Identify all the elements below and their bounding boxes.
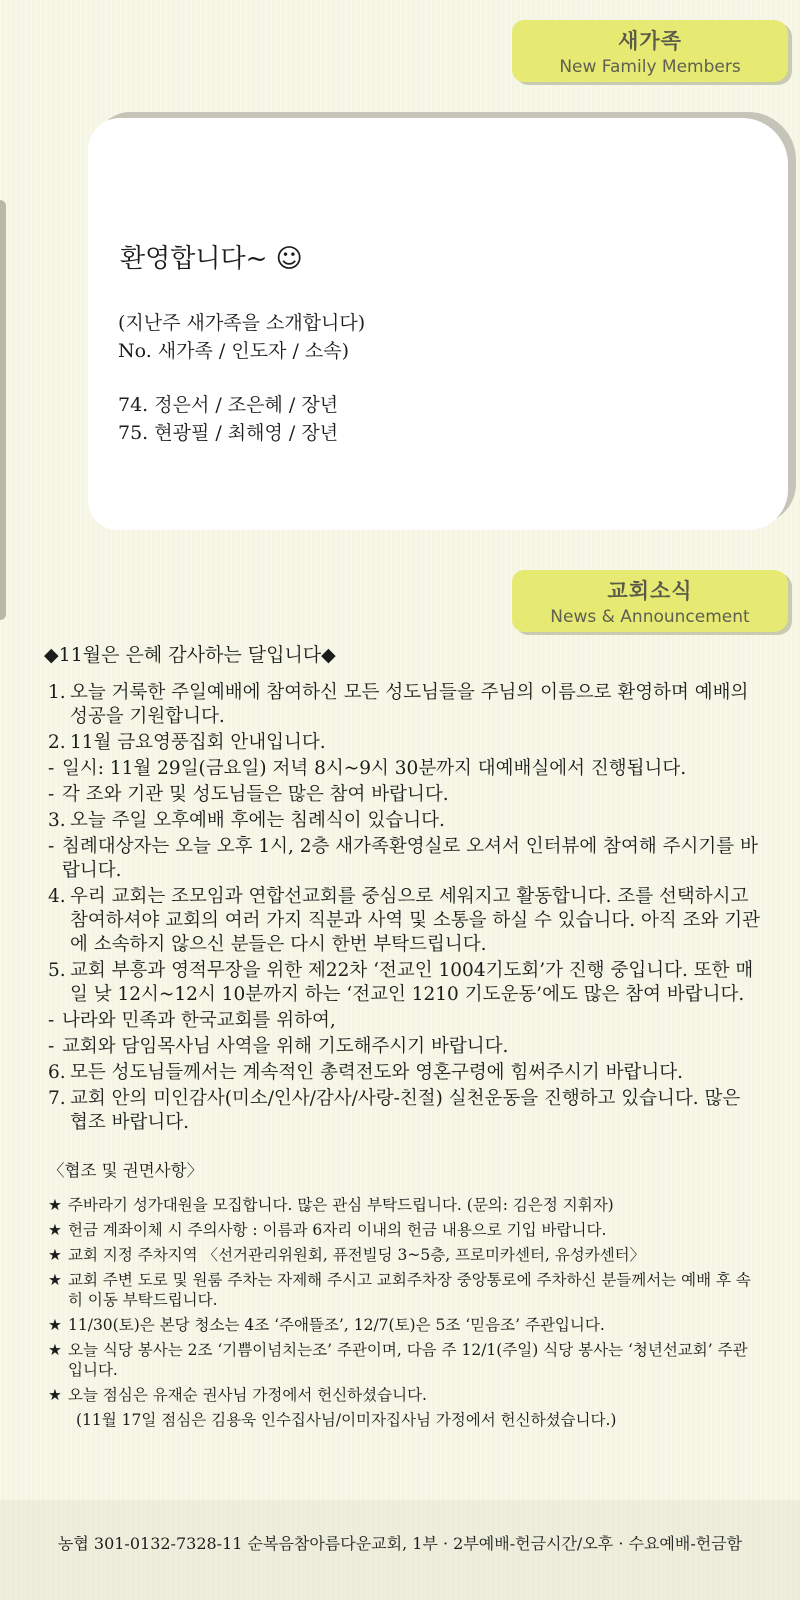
item-marker: 6.	[48, 1062, 66, 1083]
tab-title-ko: 새가족	[618, 29, 682, 53]
item-text: 11월 금요영풍집회 안내입니다.	[70, 732, 326, 753]
tab-title-en: News & Announcement	[550, 607, 750, 627]
star-icon: ★	[48, 1386, 62, 1404]
item-marker: -	[48, 1010, 55, 1031]
tab-title-en: New Family Members	[559, 57, 741, 77]
item-text: 모든 성도님들께서는 계속적인 총력전도와 영혼구령에 힘써주시기 바랍니다.	[70, 1062, 684, 1083]
section-tab-news	[512, 570, 788, 632]
item-text: 오늘 점심은 유재순 권사님 가정에서 헌신하셨습니다.	[68, 1386, 427, 1404]
news-item	[40, 809, 760, 833]
star-icon: ★	[48, 1196, 62, 1214]
item-text: 우리 교회는 조모임과 연합선교회를 중심으로 세워지고 활동합니다. 조를 선택하시고 참여하셔야 교회의 여러 가지 직분과 사역 및 소통을 하실 수 있습니다. 아직 조와 기관에 소속하지 않으신 분들은 다시 한번 부탁드립니다.	[70, 886, 760, 955]
item-marker: 3.	[48, 810, 66, 831]
cooperation-item	[40, 1195, 760, 1215]
item-text: 침례대상자는 오늘 오후 1시, 2층 새가족환영실로 오셔서 인터뷰에 참여해 주시기를 바랍니다.	[62, 836, 758, 881]
cooperation-note: (11월 17일 점심은 김용욱 인수집사님/이미자집사님 가정에서 헌신하셨습니다.)	[76, 1411, 617, 1429]
item-marker: 7.	[48, 1088, 66, 1109]
news-item	[40, 1061, 760, 1085]
cooperation-item	[40, 1385, 760, 1405]
item-text: 오늘 식당 봉사는 2조 ‘기쁨이넘치는조’ 주관이며, 다음 주 12/1(주일) 식당 봉사는 ‘청년선교회’ 주관입니다.	[68, 1341, 748, 1379]
news-subitem	[40, 1009, 760, 1033]
item-text: 일시: 11월 29일(금요일) 저녁 8시~9시 30분까지 대예배실에서 진행됩니다.	[62, 758, 687, 779]
new-family-card	[88, 118, 788, 530]
item-marker: 1.	[48, 682, 66, 703]
item-text: 주바라기 성가대원을 모집합니다. 많은 관심 부탁드립니다. (문의: 김은정 지휘자)	[68, 1196, 614, 1214]
star-icon: ★	[48, 1221, 62, 1239]
item-text: 각 조와 기관 및 성도님들은 많은 참여 바랍니다.	[62, 784, 449, 805]
item-marker: -	[48, 784, 55, 805]
item-marker: -	[48, 758, 55, 779]
news-subitem	[40, 783, 760, 807]
news-item	[40, 959, 760, 1007]
news-subitem	[40, 1035, 760, 1059]
news-item	[40, 885, 760, 957]
cooperation-item	[40, 1270, 760, 1310]
item-text: 교회 주변 도로 및 원룸 주차는 자제해 주시고 교회주차장 중앙통로에 주차하신 분들께서는 예배 후 속히 이동 부탁드립니다.	[68, 1271, 751, 1309]
item-text: 교회 안의 미인감사(미소/인사/감사/사랑-친절) 실천운동을 진행하고 있습니다. 많은 협조 바랍니다.	[70, 1088, 741, 1133]
member-list-header: No. 새가족 / 인도자 / 소속)	[118, 340, 350, 362]
item-text: 나라와 민족과 한국교회를 위하여,	[62, 1010, 336, 1031]
star-icon: ★	[48, 1271, 62, 1289]
member-item: 75. 현광필 / 최해영 / 장년	[118, 422, 339, 444]
item-marker: 5.	[48, 960, 66, 981]
tab-title-ko: 교회소식	[607, 579, 693, 603]
news-list	[40, 681, 760, 1135]
news-item	[40, 731, 760, 755]
star-icon: ★	[48, 1316, 62, 1334]
news-section	[40, 640, 760, 1430]
item-marker: -	[48, 836, 55, 857]
item-marker: 4.	[48, 886, 66, 907]
cooperation-item	[40, 1315, 760, 1335]
offering-account-footer: 농협 301-0132-7328-11 순복음참아름다운교회, 1부 · 2부예배-헌금시간/오후 · 수요예배-헌금함	[57, 1534, 743, 1553]
star-icon: ★	[48, 1341, 62, 1359]
cooperation-subheading: 〈협조 및 권면사항〉	[48, 1161, 204, 1180]
item-text: 11/30(토)은 본당 청소는 4조 ‘주애뜰조’, 12/7(토)은 5조 ‘믿음조’ 주관입니다.	[68, 1316, 605, 1334]
cooperation-item	[40, 1340, 760, 1380]
intro-text: (지난주 새가족을 소개합니다)	[118, 312, 366, 334]
item-text: 교회 지정 주차지역 〈선거관리위원회, 퓨전빌딩 3~5층, 프로미카센터, 유성카센터〉	[68, 1246, 646, 1264]
page-edge	[0, 200, 6, 620]
item-marker: 2.	[48, 732, 66, 753]
news-item	[40, 681, 760, 729]
cooperation-item	[40, 1245, 760, 1265]
item-text: 교회와 담임목사님 사역을 위해 기도해주시기 바랍니다.	[62, 1036, 509, 1057]
welcome-text: 환영합니다~ ☺	[120, 244, 303, 274]
news-item	[40, 1087, 760, 1135]
member-item: 74. 정은서 / 조은혜 / 장년	[118, 394, 339, 416]
star-icon: ★	[48, 1246, 62, 1264]
item-text: 헌금 계좌이체 시 주의사항 : 이름과 6자리 이내의 헌금 내용으로 기입 바랍니다.	[68, 1221, 607, 1239]
item-text: 교회 부흥과 영적무장을 위한 제22차 ‘전교인 1004기도회’가 진행 중입니다. 또한 매일 낮 12시~12시 10분까지 하는 ‘전교인 1210 기도운동’에도 많은 참여 바랍니다.	[70, 960, 754, 1005]
news-subitem	[40, 757, 760, 781]
news-headline: ◆11월은 은혜 감사하는 달입니다◆	[44, 644, 336, 666]
item-text: 오늘 주일 오후예배 후에는 침례식이 있습니다.	[70, 810, 445, 831]
section-tab-new-family	[512, 20, 788, 82]
cooperation-item	[40, 1220, 760, 1240]
item-text: 오늘 거룩한 주일예배에 참여하신 모든 성도님들을 주님의 이름으로 환영하며 예배의 성공을 기원합니다.	[70, 682, 749, 727]
item-marker: -	[48, 1036, 55, 1057]
news-subitem	[40, 835, 760, 883]
cooperation-list	[40, 1195, 760, 1430]
